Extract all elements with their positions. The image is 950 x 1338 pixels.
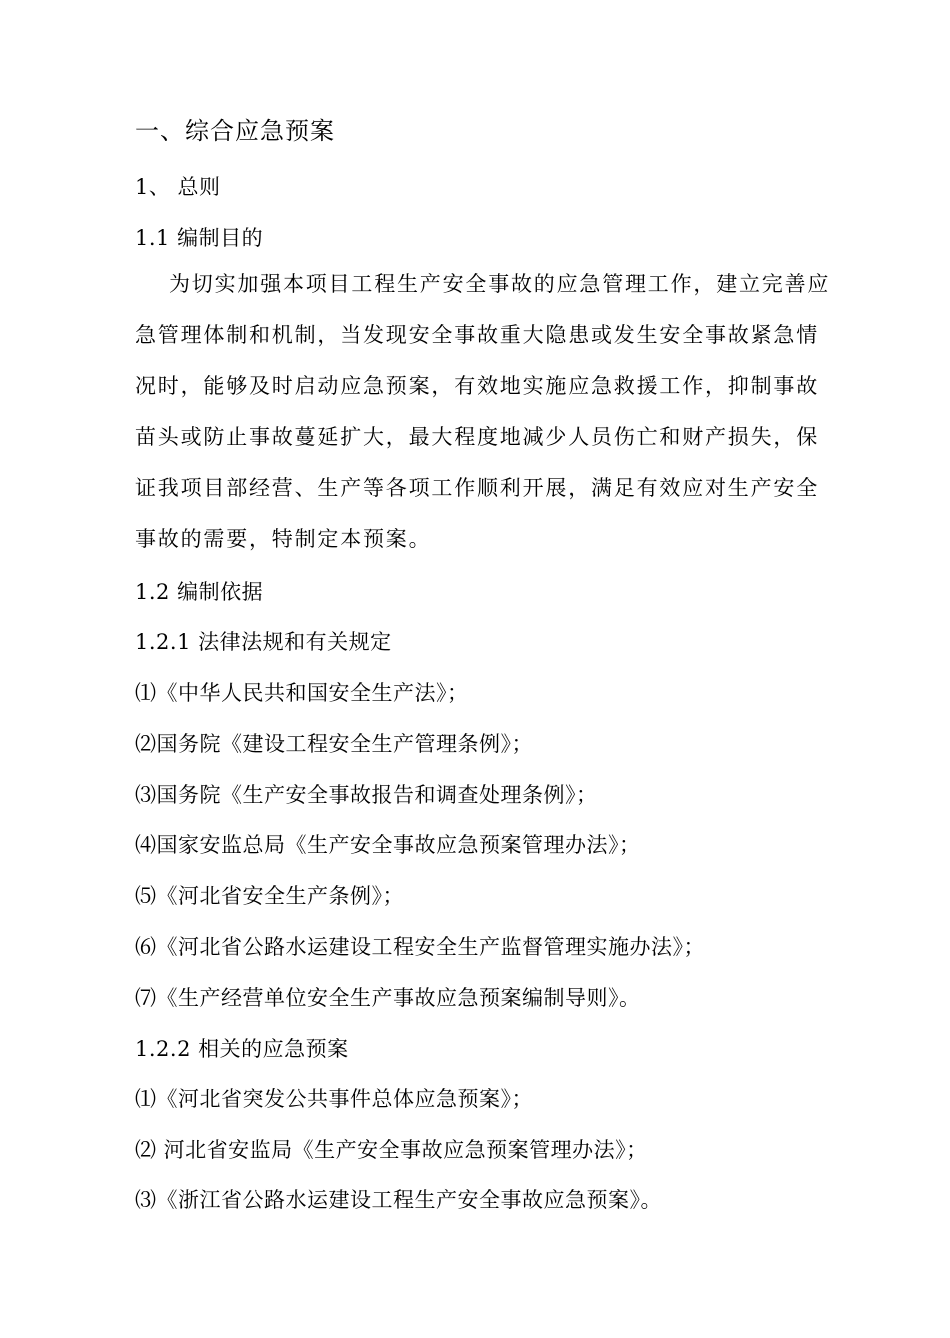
section-heading-1-1: 1.1 编制目的 [135,226,264,250]
section-heading-1-2: 1.2 编制依据 [135,580,264,604]
paragraph-line: 况时，能够及时启动应急预案，有效地实施应急救援工作，抑制事故 [135,374,819,398]
law-list-item: ⑵国务院《建设工程安全生产管理条例》； [135,732,533,756]
paragraph-line: 事故的需要，特制定本预案。 [135,527,432,551]
paragraph-line: 为切实加强本项目工程生产安全事故的应急管理工作，建立完善应 [169,272,831,296]
plan-list-item: ⑶《浙江省公路水运建设工程生产安全事故应急预案》。 [135,1188,662,1212]
plan-list-item: ⑴《河北省突发公共事件总体应急预案》； [135,1087,533,1111]
purpose-paragraph [135,269,831,575]
paragraph-line: 证我项目部经营、生产等各项工作顺利开展，满足有效应对生产安全 [135,476,819,500]
section-heading-1-2-2: 1.2.2 相关的应急预案 [135,1037,349,1061]
document-title: 一、综合应急预案 [135,117,335,145]
law-list-item: ⑶国务院《生产安全事故报告和调查处理条例》； [135,783,598,807]
law-list-item: ⑸《河北省安全生产条例》； [135,884,404,908]
paragraph-line: 苗头或防止事故蔓延扩大，最大程度地减少人员伤亡和财产损失，保 [135,425,819,449]
law-list-item: ⑴《中华人民共和国安全生产法》； [135,681,469,705]
plan-list-item: ⑵ 河北省安监局《生产安全事故应急预案管理办法》； [135,1138,648,1162]
law-list-item: ⑷国家安监总局《生产安全事故应急预案管理办法》； [135,833,641,857]
law-list-item: ⑹《河北省公路水运建设工程安全生产监督管理实施办法》； [135,935,705,959]
section-heading-1: 1、 总则 [135,175,221,199]
paragraph-line: 急管理体制和机制，当发现安全事故重大隐患或发生安全事故紧急情 [135,323,819,347]
law-list-item: ⑺《生产经营单位安全生产事故应急预案编制导则》。 [135,986,641,1010]
section-heading-1-2-1: 1.2.1 法律法规和有关规定 [135,630,392,654]
